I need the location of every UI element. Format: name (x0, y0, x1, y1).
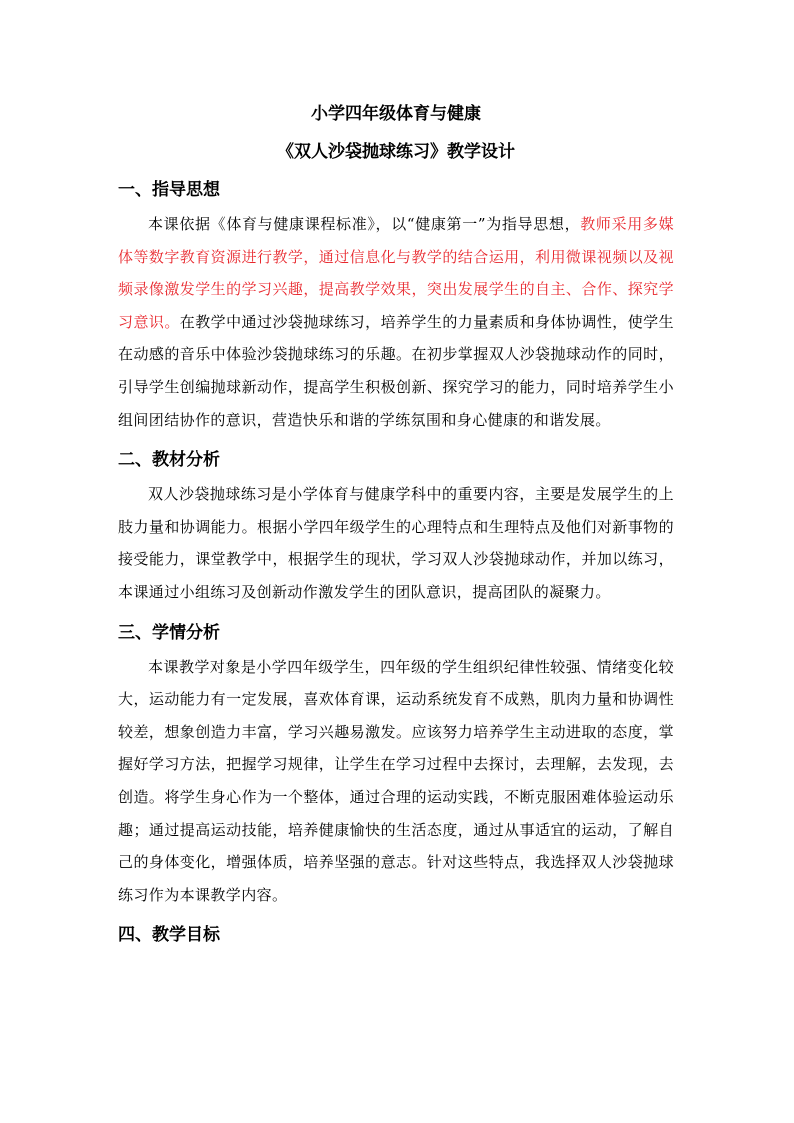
section-paragraph (118, 208, 674, 436)
paragraph-text: 本课依据《体育与健康课程标准》，以“健康第一”为指导思想， (148, 215, 581, 233)
section-heading: 四、教学目标 (118, 925, 220, 946)
paragraph-text: 在教学中通过沙袋抛球练习，培养学生的力量素质和身体协调性，使学生在动感的音乐中体验沙袋抛球练习的乐趣。在初步掌握双人沙袋抛球动作的同时，引导学生创编抛球新动作，提高学生积极创新、探究学习的能力，同时培养学生小组间团结协作的意识，营造快乐和谐的学练氛围和身心健康的和谐发展。 (118, 312, 674, 429)
document-subtitle: 《双人沙袋抛球练习》教学设计 (277, 142, 515, 162)
section-guiding-ideology (118, 176, 674, 436)
section-heading: 三、学情分析 (118, 622, 220, 643)
section-teaching-objectives (118, 921, 674, 949)
document-title: 小学四年级体育与健康 (311, 104, 481, 124)
section-paragraph: 本课教学对象是小学四年级学生，四年级的学生组织纪律性较强、情绪变化较大，运动能力有一定发展，喜欢体育课，运动系统发育不成熟，肌肉力量和协调性较差，想象创造力丰富，学习兴趣易激发。应该努力培养学生主动进取的态度，掌握好学习方法，把握学习规律，让学生在学习过程中去探讨，去理解，去发现，去创造。将学生身心作为一个整体，通过合理的运动实践，不断克服困难体验运动乐趣；通过提高运动技能，培养健康愉快的生活态度，通过从事适宜的运动，了解自己的身体变化，增强体质，培养坚强的意志。针对这些特点，我选择双人沙袋抛球练习作为本课教学内容。 (118, 657, 674, 904)
section-material-analysis (118, 446, 674, 608)
document-page (118, 100, 674, 953)
highlighted-text: 教师采用多媒体等数字教育资源进行教学，通过信息化与教学的结合运用，利用微课视频以及视频录像激发学生的学习兴趣，提高教学效果，突出发展学生的自主、合作、探究学习意识。 (118, 215, 674, 331)
section-heading: 一、指导思想 (118, 180, 220, 200)
section-paragraph: 双人沙袋抛球练习是小学体育与健康学科中的重要内容，主要是发展学生的上肢力量和协调能力。根据小学四年级学生的心理特点和生理特点及他们对新事物的接受能力，课堂教学中，根据学生的现状，学习双人沙袋抛球动作，并加以练习，本课通过小组练习及创新动作激发学生的团队意识，提高团队的凝聚力。 (118, 485, 674, 601)
section-heading: 二、教材分析 (118, 450, 220, 471)
section-learner-analysis (118, 619, 674, 912)
